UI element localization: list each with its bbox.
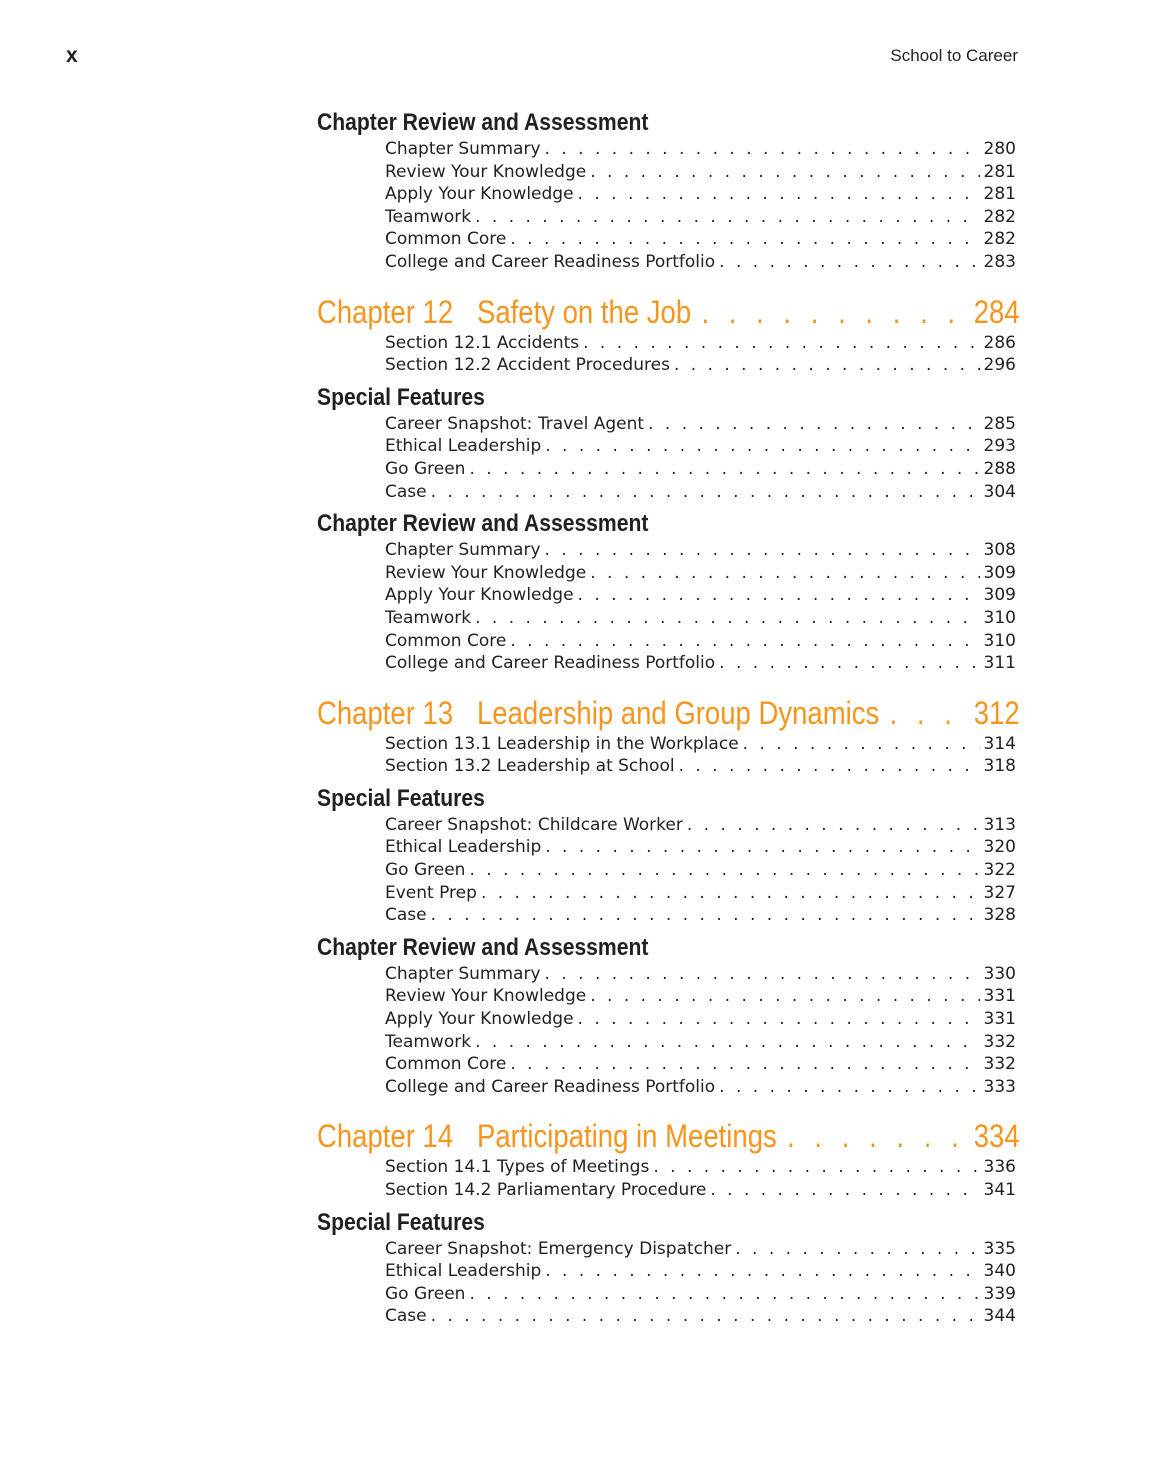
entry-page: 280: [983, 139, 1016, 159]
toc-entry[interactable]: [385, 1238, 1016, 1261]
dot-leader: [475, 607, 979, 630]
entry-page: 341: [983, 1180, 1016, 1200]
entry-label: Teamwork: [385, 206, 472, 227]
toc-entry[interactable]: [385, 251, 1016, 274]
toc-entry[interactable]: [385, 733, 1016, 756]
entry-label: Review Your Knowledge: [385, 986, 587, 1007]
toc-entry[interactable]: [385, 584, 1016, 607]
toc-entry[interactable]: [385, 1305, 1016, 1328]
chapter-title: Leadership and Group Dynamics: [476, 694, 880, 731]
dot-leader: [719, 251, 979, 274]
section-list: [385, 332, 1016, 377]
entry-label: Review Your Knowledge: [385, 161, 587, 182]
toc-entry[interactable]: [385, 963, 1016, 986]
dot-leader: [545, 138, 980, 161]
entry-label: Common Core: [385, 1054, 507, 1075]
entry-page: 335: [983, 1238, 1016, 1259]
entry-page: 296: [983, 355, 1016, 376]
chapter-page: 312: [973, 694, 1020, 731]
toc-entry[interactable]: [385, 904, 1016, 927]
entry-page: 311: [983, 653, 1016, 674]
entry-page: 320: [983, 837, 1016, 858]
entry-page: 281: [983, 161, 1016, 182]
toc-entry[interactable]: [385, 1156, 1016, 1179]
entry-page: 322: [983, 860, 1016, 881]
dot-leader: [475, 206, 979, 229]
toc-entry[interactable]: [385, 138, 1016, 161]
entry-label: Section 12.2 Accident Procedures: [385, 355, 670, 376]
entry-label: Apply Your Knowledge: [385, 1009, 574, 1030]
dot-leader: [710, 1179, 979, 1202]
entry-label: Career Snapshot: Emergency Dispatcher: [385, 1238, 732, 1259]
entry-label: Ethical Leadership: [385, 1261, 542, 1282]
review-heading: Chapter Review and Assessment: [317, 933, 649, 961]
entry-page: 283: [983, 251, 1016, 272]
toc-entry[interactable]: [385, 562, 1016, 585]
entry-page: 332: [983, 1054, 1016, 1075]
dot-leader: [545, 435, 979, 458]
entry-page: 331: [983, 1009, 1016, 1030]
review-list: [385, 138, 1016, 274]
entry-label: Chapter Summary: [385, 139, 541, 159]
dot-leader: [743, 733, 980, 756]
entry-label: Section 13.1 Leadership in the Workplace: [385, 733, 739, 754]
dot-leader: [590, 985, 979, 1008]
entry-label: Chapter Summary: [385, 963, 541, 984]
dot-leader: [590, 562, 979, 585]
entry-label: Apply Your Knowledge: [385, 585, 574, 606]
entry-page: 304: [983, 481, 1016, 502]
entry-label: Section 13.2 Leadership at School: [385, 756, 675, 777]
chapter-title: Safety on the Job: [476, 293, 692, 330]
entry-label: Go Green: [385, 1283, 466, 1304]
entry-label: Common Core: [385, 229, 507, 250]
entry-page: 314: [983, 733, 1016, 754]
entry-page: 281: [983, 184, 1016, 205]
dot-leader: [890, 693, 971, 733]
entry-label: Ethical Leadership: [385, 837, 542, 858]
dot-leader: [701, 292, 970, 332]
section-list: [385, 733, 1016, 778]
dot-leader: [469, 458, 979, 481]
toc-entry[interactable]: [385, 206, 1016, 229]
entry-page: 293: [983, 436, 1016, 457]
chapter-page: 334: [973, 1118, 1020, 1155]
entry-label: Teamwork: [385, 1031, 472, 1052]
dot-leader: [510, 228, 979, 251]
entry-label: College and Career Readiness Portfolio: [385, 653, 716, 674]
dot-leader: [679, 755, 980, 778]
entry-page: 309: [983, 585, 1016, 606]
entry-page: 331: [983, 986, 1016, 1007]
toc-entry[interactable]: [385, 354, 1016, 377]
toc-entry[interactable]: [385, 755, 1016, 778]
features-heading: Special Features: [317, 383, 485, 411]
entry-label: Section 14.2 Parliamentary Procedure: [385, 1180, 707, 1200]
toc-entry[interactable]: [385, 161, 1016, 184]
dot-leader: [431, 481, 980, 504]
entry-page: 333: [983, 1076, 1016, 1097]
entry-label: Ethical Leadership: [385, 436, 542, 457]
entry-page: 309: [983, 562, 1016, 583]
dot-leader: [674, 354, 980, 377]
dot-leader: [545, 1260, 979, 1283]
entry-page: 332: [983, 1031, 1016, 1052]
entry-page: 318: [983, 756, 1016, 777]
dot-leader: [510, 1053, 979, 1076]
toc-entry[interactable]: [385, 458, 1016, 481]
toc-entry[interactable]: [385, 836, 1016, 859]
toc-entry[interactable]: [385, 481, 1016, 504]
toc-entry[interactable]: [385, 859, 1016, 882]
toc-entry[interactable]: [385, 228, 1016, 251]
dot-leader: [431, 904, 980, 927]
entry-label: Case: [385, 1306, 427, 1327]
entry-label: College and Career Readiness Portfolio: [385, 1076, 716, 1097]
entry-page: 310: [983, 630, 1016, 651]
entry-page: 344: [983, 1306, 1016, 1327]
entry-page: 328: [983, 905, 1016, 926]
toc-entry[interactable]: [385, 183, 1016, 206]
chapter-13-heading[interactable]: [317, 693, 1020, 733]
features-list: [385, 1238, 1016, 1328]
entry-label: Section 12.1 Accidents: [385, 332, 580, 353]
features-heading: Special Features: [317, 1208, 485, 1236]
toc-entry[interactable]: [385, 985, 1016, 1008]
chapter-number: Chapter 12: [317, 293, 454, 330]
dot-leader: [648, 413, 979, 436]
table-of-contents: [317, 108, 1020, 1328]
toc-entry[interactable]: [385, 652, 1016, 675]
toc-entry[interactable]: [385, 1179, 1016, 1202]
dot-leader: [590, 161, 979, 184]
dot-leader: [583, 332, 979, 355]
page-number: x: [66, 44, 78, 67]
chapter-12-heading[interactable]: [317, 292, 1020, 332]
toc-entry[interactable]: [385, 814, 1016, 837]
dot-leader: [545, 539, 980, 562]
chapter-number: Chapter 13: [317, 694, 454, 731]
toc-entry[interactable]: [385, 1283, 1016, 1306]
entry-page: 282: [983, 229, 1016, 250]
features-list: [385, 814, 1016, 927]
entry-page: 313: [983, 814, 1016, 835]
toc-entry[interactable]: [385, 1008, 1016, 1031]
entry-label: Common Core: [385, 630, 507, 651]
dot-leader: [787, 1116, 970, 1156]
toc-entry[interactable]: [385, 1260, 1016, 1283]
toc-entry[interactable]: [385, 539, 1016, 562]
dot-leader: [578, 584, 980, 607]
section-list: [385, 1156, 1016, 1201]
toc-entry[interactable]: [385, 332, 1016, 355]
entry-label: Review Your Knowledge: [385, 562, 587, 583]
dot-leader: [719, 652, 979, 675]
entry-label: Apply Your Knowledge: [385, 184, 574, 205]
entry-label: Case: [385, 905, 427, 926]
toc-entry[interactable]: [385, 607, 1016, 630]
entry-page: 336: [983, 1157, 1016, 1178]
review-list: [385, 539, 1016, 675]
chapter-14-heading[interactable]: [317, 1116, 1020, 1156]
entry-page: 286: [983, 332, 1016, 353]
running-title: School to Career: [890, 46, 1018, 65]
entry-label: College and Career Readiness Portfolio: [385, 251, 716, 272]
entry-label: Teamwork: [385, 607, 472, 628]
dot-leader: [545, 836, 979, 859]
chapter-page: 284: [973, 293, 1020, 330]
dot-leader: [545, 963, 980, 986]
chapter-number: Chapter 14: [317, 1118, 454, 1155]
entry-page: 308: [983, 540, 1016, 561]
toc-entry[interactable]: [385, 882, 1016, 905]
page-header: [0, 44, 1156, 70]
entry-page: 327: [983, 882, 1016, 903]
toc-entry[interactable]: [385, 1076, 1016, 1099]
dot-leader: [578, 1008, 980, 1031]
dot-leader: [719, 1076, 979, 1099]
toc-entry[interactable]: [385, 1031, 1016, 1054]
dot-leader: [431, 1305, 980, 1328]
entry-label: Career Snapshot: Travel Agent: [385, 413, 645, 434]
entry-label: Case: [385, 481, 427, 502]
entry-page: 340: [983, 1261, 1016, 1282]
chapter-title: Participating in Meetings: [476, 1118, 777, 1155]
entry-page: 330: [983, 963, 1016, 984]
dot-leader: [735, 1238, 979, 1261]
entry-label: Career Snapshot: Childcare Worker: [385, 814, 683, 835]
entry-label: Event Prep: [385, 882, 477, 903]
review-heading: Chapter Review and Assessment: [317, 109, 649, 136]
dot-leader: [578, 183, 980, 206]
dot-leader: [469, 1283, 979, 1306]
entry-page: 310: [983, 607, 1016, 628]
dot-leader: [653, 1156, 979, 1179]
toc-entry[interactable]: [385, 435, 1016, 458]
toc-entry[interactable]: [385, 630, 1016, 653]
entry-page: 339: [983, 1283, 1016, 1304]
dot-leader: [687, 814, 980, 837]
toc-entry[interactable]: [385, 413, 1016, 436]
review-heading: Chapter Review and Assessment: [317, 510, 649, 538]
entry-page: 285: [983, 413, 1016, 434]
dot-leader: [475, 1031, 979, 1054]
features-list: [385, 413, 1016, 503]
dot-leader: [469, 859, 979, 882]
entry-page: 282: [983, 206, 1016, 227]
entry-label: Chapter Summary: [385, 540, 541, 561]
toc-entry[interactable]: [385, 1053, 1016, 1076]
entry-label: Section 14.1 Types of Meetings: [385, 1157, 650, 1178]
features-heading: Special Features: [317, 784, 485, 812]
dot-leader: [481, 882, 980, 905]
entry-label: Go Green: [385, 458, 466, 479]
entry-label: Go Green: [385, 860, 466, 881]
dot-leader: [510, 630, 979, 653]
review-list: [385, 963, 1016, 1099]
entry-page: 288: [983, 458, 1016, 479]
